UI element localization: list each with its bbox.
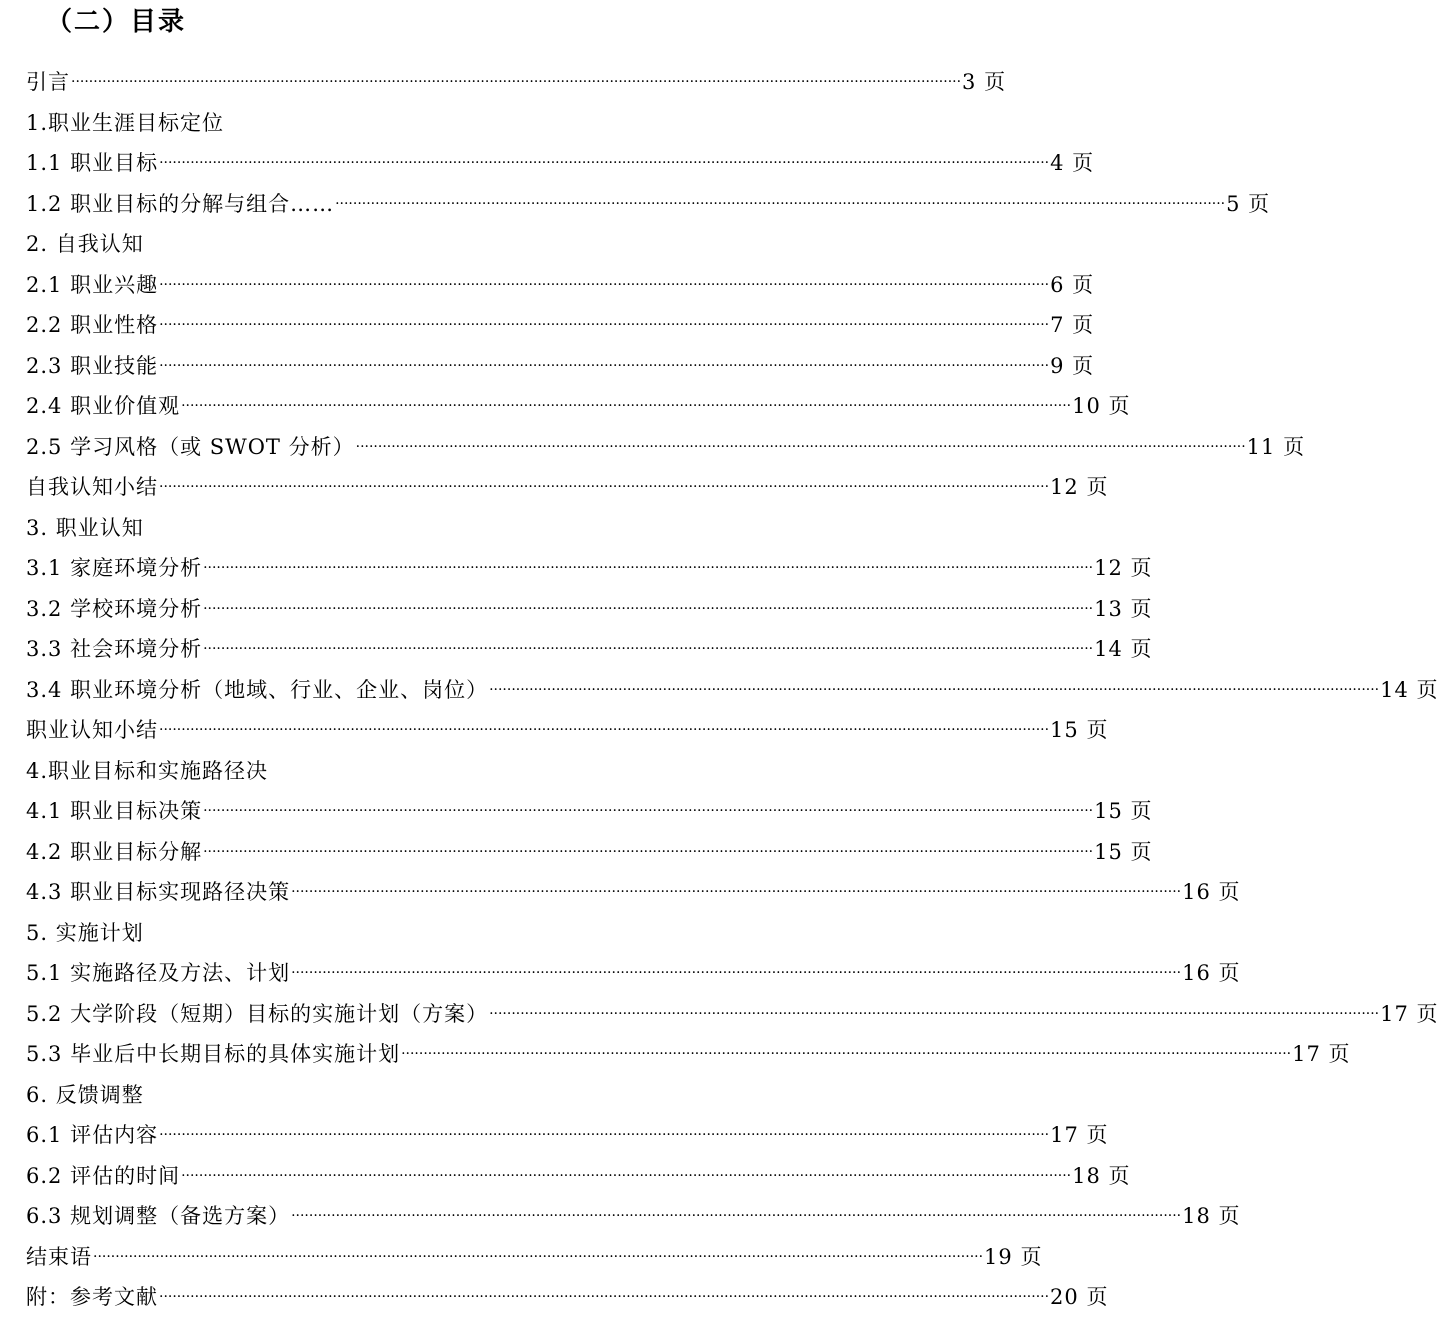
toc-entry-title: 2.5 学习风格（或 SWOT 分析） — [26, 434, 355, 459]
dot-leader: ········································································································································································································ — [159, 317, 1050, 334]
toc-entry-page: 12 页 — [1094, 556, 1153, 581]
toc-entry-page: 18 页 — [1072, 1163, 1131, 1188]
toc-entry-title: 1.1 职业目标 — [26, 151, 159, 176]
toc-section-heading — [26, 223, 786, 264]
toc-entry-title: 3. 职业认知 — [26, 515, 144, 540]
toc-entry — [26, 1236, 1043, 1277]
dot-leader: ········································································································································································································ — [159, 479, 1050, 496]
toc-entry-page: 10 页 — [1072, 394, 1131, 419]
toc-entry-page: 17 页 — [1380, 1001, 1439, 1026]
toc-entry — [26, 1033, 1351, 1074]
toc-entry-title: 结束语 — [26, 1244, 92, 1269]
toc-entry-title: 2.1 职业兴趣 — [26, 272, 159, 297]
toc-entry-title: 4.3 职业目标实现路径决策 — [26, 880, 291, 905]
toc-entry — [26, 831, 1153, 872]
dot-leader: ········································································································································································································ — [203, 560, 1094, 577]
toc-entry-page: 17 页 — [1292, 1042, 1351, 1067]
toc-entry — [26, 871, 1241, 912]
dot-leader: ········································································································································································································ — [203, 641, 1094, 658]
toc-entry-title: 自我认知小结 — [26, 475, 158, 500]
toc-entry-title: 5. 实施计划 — [26, 920, 144, 945]
dot-leader: ········································································································································································································ — [159, 155, 1050, 172]
dot-leader: ········································································································································································································ — [335, 195, 1226, 212]
toc-entry-title: 5.2 大学阶段（短期）目标的实施计划（方案） — [26, 1001, 489, 1026]
dot-leader: ········································································································································································································ — [203, 843, 1094, 860]
dot-leader: ········································································································································································································ — [159, 1127, 1050, 1144]
toc-entry — [26, 466, 1109, 507]
toc-section-heading — [26, 912, 786, 953]
toc-entry-title: 4.职业目标和实施路径决 — [26, 758, 269, 783]
toc-section-heading — [26, 507, 786, 548]
toc-entry — [26, 547, 1153, 588]
toc-entry-title: 职业认知小结 — [26, 718, 158, 743]
toc-entry-page: 16 页 — [1182, 880, 1241, 905]
toc-entry — [26, 385, 1131, 426]
toc-entry — [26, 304, 1095, 345]
toc-entry-page: 17 页 — [1050, 1123, 1109, 1148]
toc-entry — [26, 669, 1439, 710]
toc-entry — [26, 345, 1095, 386]
dot-leader: ········································································································································································································ — [291, 1208, 1182, 1225]
toc-entry-title: 4.1 职业目标决策 — [26, 799, 203, 824]
dot-leader: ········································································································································································································ — [355, 438, 1246, 455]
toc-entry-title: 1.2 职业目标的分解与组合…… — [26, 191, 335, 216]
toc-section-heading — [26, 750, 786, 791]
toc-entry-page: 19 页 — [984, 1244, 1043, 1269]
dot-leader: ········································································································································································································ — [159, 722, 1050, 739]
dot-leader: ········································································································································································································ — [93, 1248, 984, 1265]
toc-entry-title: 1.职业生涯目标定位 — [26, 110, 225, 135]
toc-entry-page: 20 页 — [1050, 1285, 1109, 1310]
dot-leader: ········································································································································································································ — [203, 803, 1094, 820]
toc-entry-page: 15 页 — [1094, 799, 1153, 824]
toc-entry — [26, 709, 1109, 750]
toc-entry-title: 引言 — [26, 70, 70, 95]
dot-leader: ········································································································································································································ — [291, 884, 1182, 901]
toc-entry-page: 15 页 — [1094, 839, 1153, 864]
toc-entry-title: 2. 自我认知 — [26, 232, 144, 257]
toc-entry — [26, 426, 1306, 467]
toc-entry-title: 2.3 职业技能 — [26, 353, 159, 378]
toc-entry — [26, 1114, 1109, 1155]
toc-entry — [26, 790, 1153, 831]
table-of-contents — [26, 61, 1439, 1317]
dot-leader: ········································································································································································································ — [159, 1289, 1050, 1306]
toc-entry-page: 11 页 — [1246, 434, 1306, 459]
toc-entry-title: 2.4 职业价值观 — [26, 394, 181, 419]
dot-leader: ········································································································································································································ — [181, 1167, 1072, 1184]
toc-entry — [26, 1155, 1131, 1196]
toc-entry-title: 6. 反馈调整 — [26, 1082, 144, 1107]
toc-entry-title: 3.3 社会环境分析 — [26, 637, 203, 662]
dot-leader: ········································································································································································································ — [159, 357, 1050, 374]
toc-entry — [26, 993, 1439, 1034]
toc-entry-title: 5.3 毕业后中长期目标的具体实施计划 — [26, 1042, 401, 1067]
dot-leader: ········································································································································································································ — [71, 74, 962, 91]
toc-entry — [26, 142, 1095, 183]
toc-entry-page: 18 页 — [1182, 1204, 1241, 1229]
toc-entry-page: 16 页 — [1182, 961, 1241, 986]
toc-entry-title: 附：参考文献 — [26, 1285, 158, 1310]
toc-entry-title: 2.2 职业性格 — [26, 313, 159, 338]
toc-entry-title: 4.2 职业目标分解 — [26, 839, 203, 864]
dot-leader: ········································································································································································································ — [203, 600, 1094, 617]
toc-entry — [26, 1195, 1241, 1236]
toc-section-heading — [26, 102, 786, 143]
toc-entry-title: 6.2 评估的时间 — [26, 1163, 181, 1188]
toc-entry-page: 14 页 — [1094, 637, 1153, 662]
dot-leader: ········································································································································································································ — [159, 276, 1050, 293]
toc-entry-page: 12 页 — [1050, 475, 1109, 500]
dot-leader: ········································································································································································································ — [291, 965, 1182, 982]
toc-section-heading — [26, 1074, 786, 1115]
dot-leader: ········································································································································································································ — [489, 681, 1380, 698]
toc-entry — [26, 952, 1241, 993]
toc-heading: （二）目录 — [46, 7, 187, 37]
toc-entry-title: 3.2 学校环境分析 — [26, 596, 203, 621]
toc-entry-page: 6 页 — [1050, 272, 1095, 297]
toc-entry-title: 3.4 职业环境分析（地域、行业、企业、岗位） — [26, 677, 489, 702]
toc-entry-page: 7 页 — [1050, 313, 1095, 338]
toc-entry-title: 6.1 评估内容 — [26, 1123, 159, 1148]
toc-entry-page: 4 页 — [1050, 151, 1095, 176]
toc-entry — [26, 264, 1095, 305]
toc-entry-title: 3.1 家庭环境分析 — [26, 556, 203, 581]
toc-entry — [26, 61, 1007, 102]
dot-leader: ········································································································································································································ — [181, 398, 1072, 415]
toc-entry-page: 5 页 — [1226, 191, 1271, 216]
dot-leader: ········································································································································································································ — [489, 1005, 1380, 1022]
toc-entry-page: 9 页 — [1050, 353, 1095, 378]
toc-entry — [26, 183, 1271, 224]
toc-entry-page: 15 页 — [1050, 718, 1109, 743]
toc-entry-page: 13 页 — [1094, 596, 1153, 621]
dot-leader: ········································································································································································································ — [401, 1046, 1292, 1063]
toc-entry — [26, 588, 1153, 629]
toc-entry-page: 3 页 — [962, 70, 1007, 95]
toc-entry-page: 14 页 — [1380, 677, 1439, 702]
toc-entry — [26, 1276, 1109, 1317]
toc-entry-title: 6.3 规划调整（备选方案） — [26, 1204, 291, 1229]
toc-entry-title: 5.1 实施路径及方法、计划 — [26, 961, 291, 986]
toc-entry — [26, 628, 1153, 669]
